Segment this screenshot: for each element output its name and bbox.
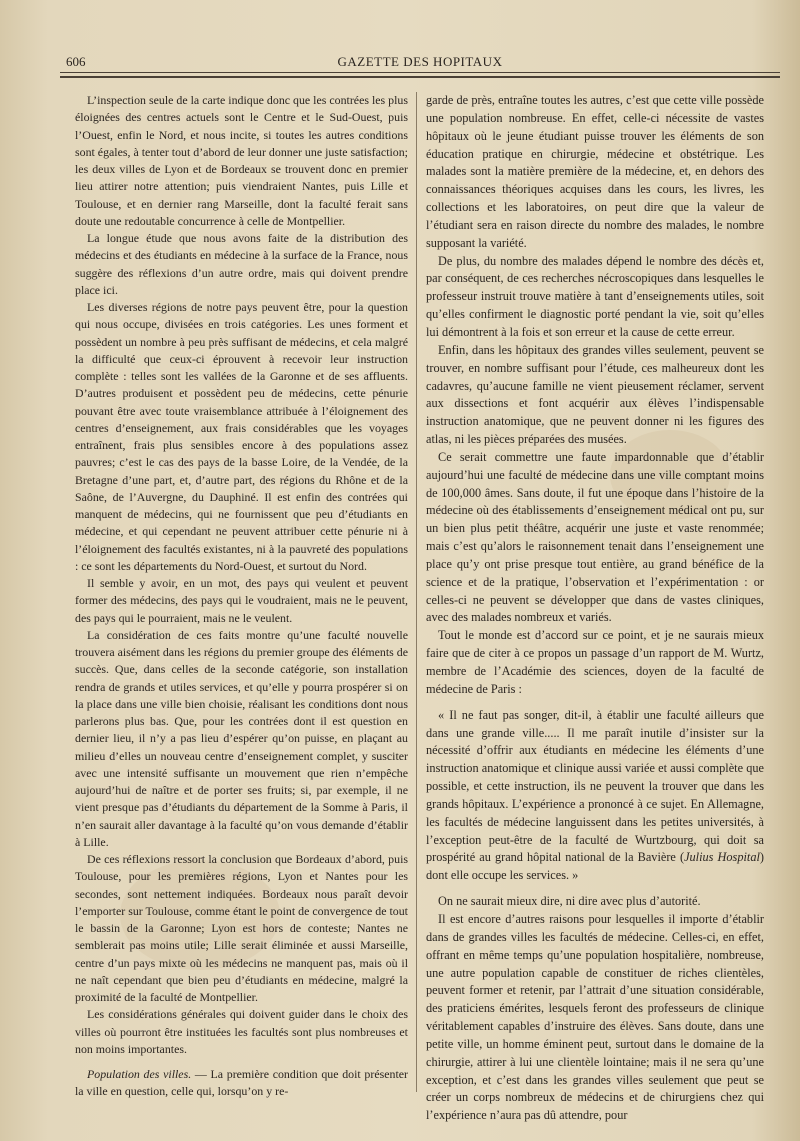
page-number: 606 — [66, 54, 86, 69]
paragraph: Les diverses régions de notre pays peuvent être, pour la question qui nous occupe, divisées en trois catégories. Les unes forment et possèdent un nombre à peu près suffisant de médecins, et cela malgré la difficulté que ceux-ci éprouvent à recevoir leur instruction complète : telles sont les vallées de la Garonne et de ses affluents. D’autres produisent et possèdent peu de médecins, cette pénurie pouvant être avec toute vraisemblance attribuée à l’éloignement des centres d’enseignement, aux frais considérables que les voyages entraînent, frais plus sensibles encore à des populations assez pauvres; c’est le cas des pays de la basse Loire, de la Vendée, de la Bretagne d’une part, et, d’autre part, des régions du Rhône et de la Saône, de l’Auvergne, du Dauphiné. Il est enfin des contrées qui manquent de médecins, qui ne fournissent que peu d’étudiants en médecine, et qui cependant ne peuvent attribuer cette pénurie ni à l’éloignement des facultés existantes, ni à la pauvreté des populations : ce sont les départements du Nord-Ouest, et surtout du Nord. — [75, 300, 408, 573]
paragraph: garde de près, entraîne toutes les autres, c’est que cette ville possède une population nombreuse. En effet, celle-ci nécessite de vastes hôpitaux où le jeune étudiant puisse trouver les éléments de son éducation pratique en chirurgie, médecine et obstétrique. Les malades sont la matière première de la médecine, et, en dehors des connaissances théoriques acquises dans les cours, les livres, les collections et les laboratoires, on peut dire que la valeur de l’étudiant sera en raison directe du nombre des malades, le nombre supposant la variété. — [426, 93, 764, 250]
section-paragraph — [75, 1066, 408, 1101]
section-text: — La première condition que doit présenter la ville en question, celle qui, lorsqu’on y re- — [75, 1067, 408, 1099]
quote-italic: Julius Hospital — [684, 850, 760, 865]
header-rule — [60, 72, 780, 73]
paragraph: Il semble y avoir, en un mot, des pays qui veulent et peuvent former des médecins, des pays qui le voudraient, mais ne le peuvent, des pays qui le pourraient, mais ne le veulent. — [75, 576, 408, 625]
paragraph: Les considérations générales qui doivent guider dans le choix des villes où pourront être instituées les facultés sont plus nombreuses et non moins importantes. — [75, 1007, 408, 1056]
quotation — [426, 707, 764, 885]
paragraph: On ne saurait mieux dire, ni dire avec plus d’autorité. — [438, 894, 701, 909]
paragraph: De ces réflexions ressort la conclusion que Bordeaux d’abord, puis Toulouse, pour les premières régions, Lyon et Nantes pour les secondes, sont nettement indiquées. Bordeaux nous paraît devoir l’emporter sur Toulouse, comme étant le point de convergence de tout le bassin de la Garonne; Lyon est hors de conteste; Nantes ne semblerait pas moins utile; Lille serait éliminée et aussi Marseille, centre d’un pays mixte où les médecins ne manquent pas, mais où il ne naît cependant que bien peu d’étudiants en médecine, malgré la proximité de la faculté de Montpellier. — [75, 852, 408, 1004]
paragraph: Il est encore d’autres raisons pour lesquelles il importe d’établir dans de grandes villes les facultés de médecine. Celles-ci, en effet, offrant en même temps qu’une population hospitalière, nombreuse, une autre population capable de constituer de riches clientèles, peuvent former et retenir, par l’attrait d’une situation considérable, des praticiens émérites, lesquels feront des professeurs de clinique véritablement capables d’instruire des élèves. Sans doute, dans une petite ville, un homme éminent peut, surtout dans le domaine de la chirurgie, attirer à lui une clientèle lointaine; mais il ne sera qu’une exception, et c’est dans les grandes villes seulement que peut se créer un corps nombreux de médecins et de chirurgiens chez qui l’expérience n’aura pas dû attendre, pour — [426, 911, 764, 1123]
left-column — [75, 92, 408, 1101]
paragraph: Tout le monde est d’accord sur ce point, et je ne saurais mieux faire que de citer à ce propos un passage d’un rapport de M. Wurtz, membre de l’Académie des sciences, doyen de la faculté de médecine de Paris : — [426, 628, 764, 696]
column-divider — [416, 92, 417, 1092]
paragraph: Ce serait commettre une faute impardonnable que d’établir aujourd’hui une faculté de médecine dans une ville comptant moins de 100,000 âmes. Sans doute, il fut une époque dans l’histoire de la médecine où des établissements d’enseignement médical ont pu, sur un bien plus petit théâtre, acquérir une juste et vaste renommée; mais c’est qu’alors le raisonnement tenait dans l’enseignement une place qu’y ont prise presque tout entière, au grand bénéfice de la science et de la pratique, l’observation et l’expérimentation : or celles-ci ne peuvent se développer que dans de vastes cliniques, avec des malades nombreux et variés. — [426, 449, 764, 625]
paragraph: De plus, du nombre des malades dépend le nombre des décès et, par conséquent, de ces recherches nécroscopiques dans lesquelles le professeur instruit trouve matière à tant d’enseignements utiles, soit qu’elles confirment le diagnostic porté pendant la vie, soit qu’elles lui démontrent à la fois et son erreur et la cause de cette erreur. — [426, 253, 764, 339]
paragraph: L’inspection seule de la carte indique donc que les contrées les plus éloignées des centres actuels sont le Centre et le Sud-Ouest, puis l’Ouest, enfin le Nord, et nous incite, si toutes les autres conditions sont égales, à tenter tout d’abord de leur donner une juste satisfaction; les deux villes de Lyon et de Bordeaux se trouvent donc en premier lieu attirer notre attention; puis viendraient Nantes, puis Lille et Toulouse, et en dernier rang Marseille, dont la faculté ferait sans doute une redoutable concurrence à celle de Montpellier. — [75, 93, 408, 228]
header-rule-thick — [60, 76, 780, 78]
section-heading: Population des villes. — [87, 1067, 192, 1081]
paragraph: Enfin, dans les hôpitaux des grandes villes seulement, peuvent se trouver, en nombre suffisant pour l’étude, ces malheureux dont les cadavres, qu’aucune famille ne vient pieusement réclamer, servent aux dissections et font acquérir aux élèves l’indispensable instruction anatomique, que ne peuvent donner ni les figures des atlas, ni les pièces préparées des musées. — [426, 342, 764, 447]
running-title: GAZETTE DES HOPITAUX — [337, 54, 503, 69]
paragraph: La considération de ces faits montre qu’une faculté nouvelle trouvera aisément dans les régions du premier groupe des éléments de succès. Que, dans celles de la seconde catégorie, son installation rendra de grands et utiles services, et qu’elle y pourra prospérer si on la place dans une ville bien choisie, réalisant les conditions dont nous parlerons plus bas. Que, pour les contrées dont il est question en dernier lieu, il n’y a pas lieu d’espérer qu’on puisse, en plaçant au milieu d’elles un nouveau centre d’enseignement complet, y susciter avec une intensité suffisante un mouvement que rien n’empêche aujourd’hui de naître et de porter ses fruits; si, par exemple, il ne vient presque pas d’étudiants du département de la Somme à Paris, il n’en saurait aller davantage à la faculté qu’on vous demande d’établir à Lille. — [75, 627, 408, 849]
quote-text: « Il ne faut pas songer, dit-il, à établir une faculté ailleurs que dans une grande ville..... Il me paraît inutile d’insister sur la nécessité d’offrir aux étudiants en médecine les éléments d’une instruction anatomique et clinique aussi variée et aussi complète que possible, et cette instruction, ils ne peuvent la trouver que dans les grands hôpitaux. L’expérience a prononcé à ce sujet. En Allemagne, les facultés de médecine languissent dans les petites universités, à l’exception peut-être de la faculté de Wurtzbourg, qui doit sa prospérité au grand hôpital national de la Bavière ( — [426, 707, 764, 865]
page-header — [60, 50, 780, 72]
quote-text-end: ) dont elle occupe les services. » — [426, 850, 764, 883]
right-column — [426, 92, 764, 1125]
paragraph: La longue étude que nous avons faite de la distribution des médecins et des étudiants en médecine à la surface de la France, nous suggère des réflexions d’un autre ordre, mais qui doivent prendre place ici. — [75, 231, 408, 297]
